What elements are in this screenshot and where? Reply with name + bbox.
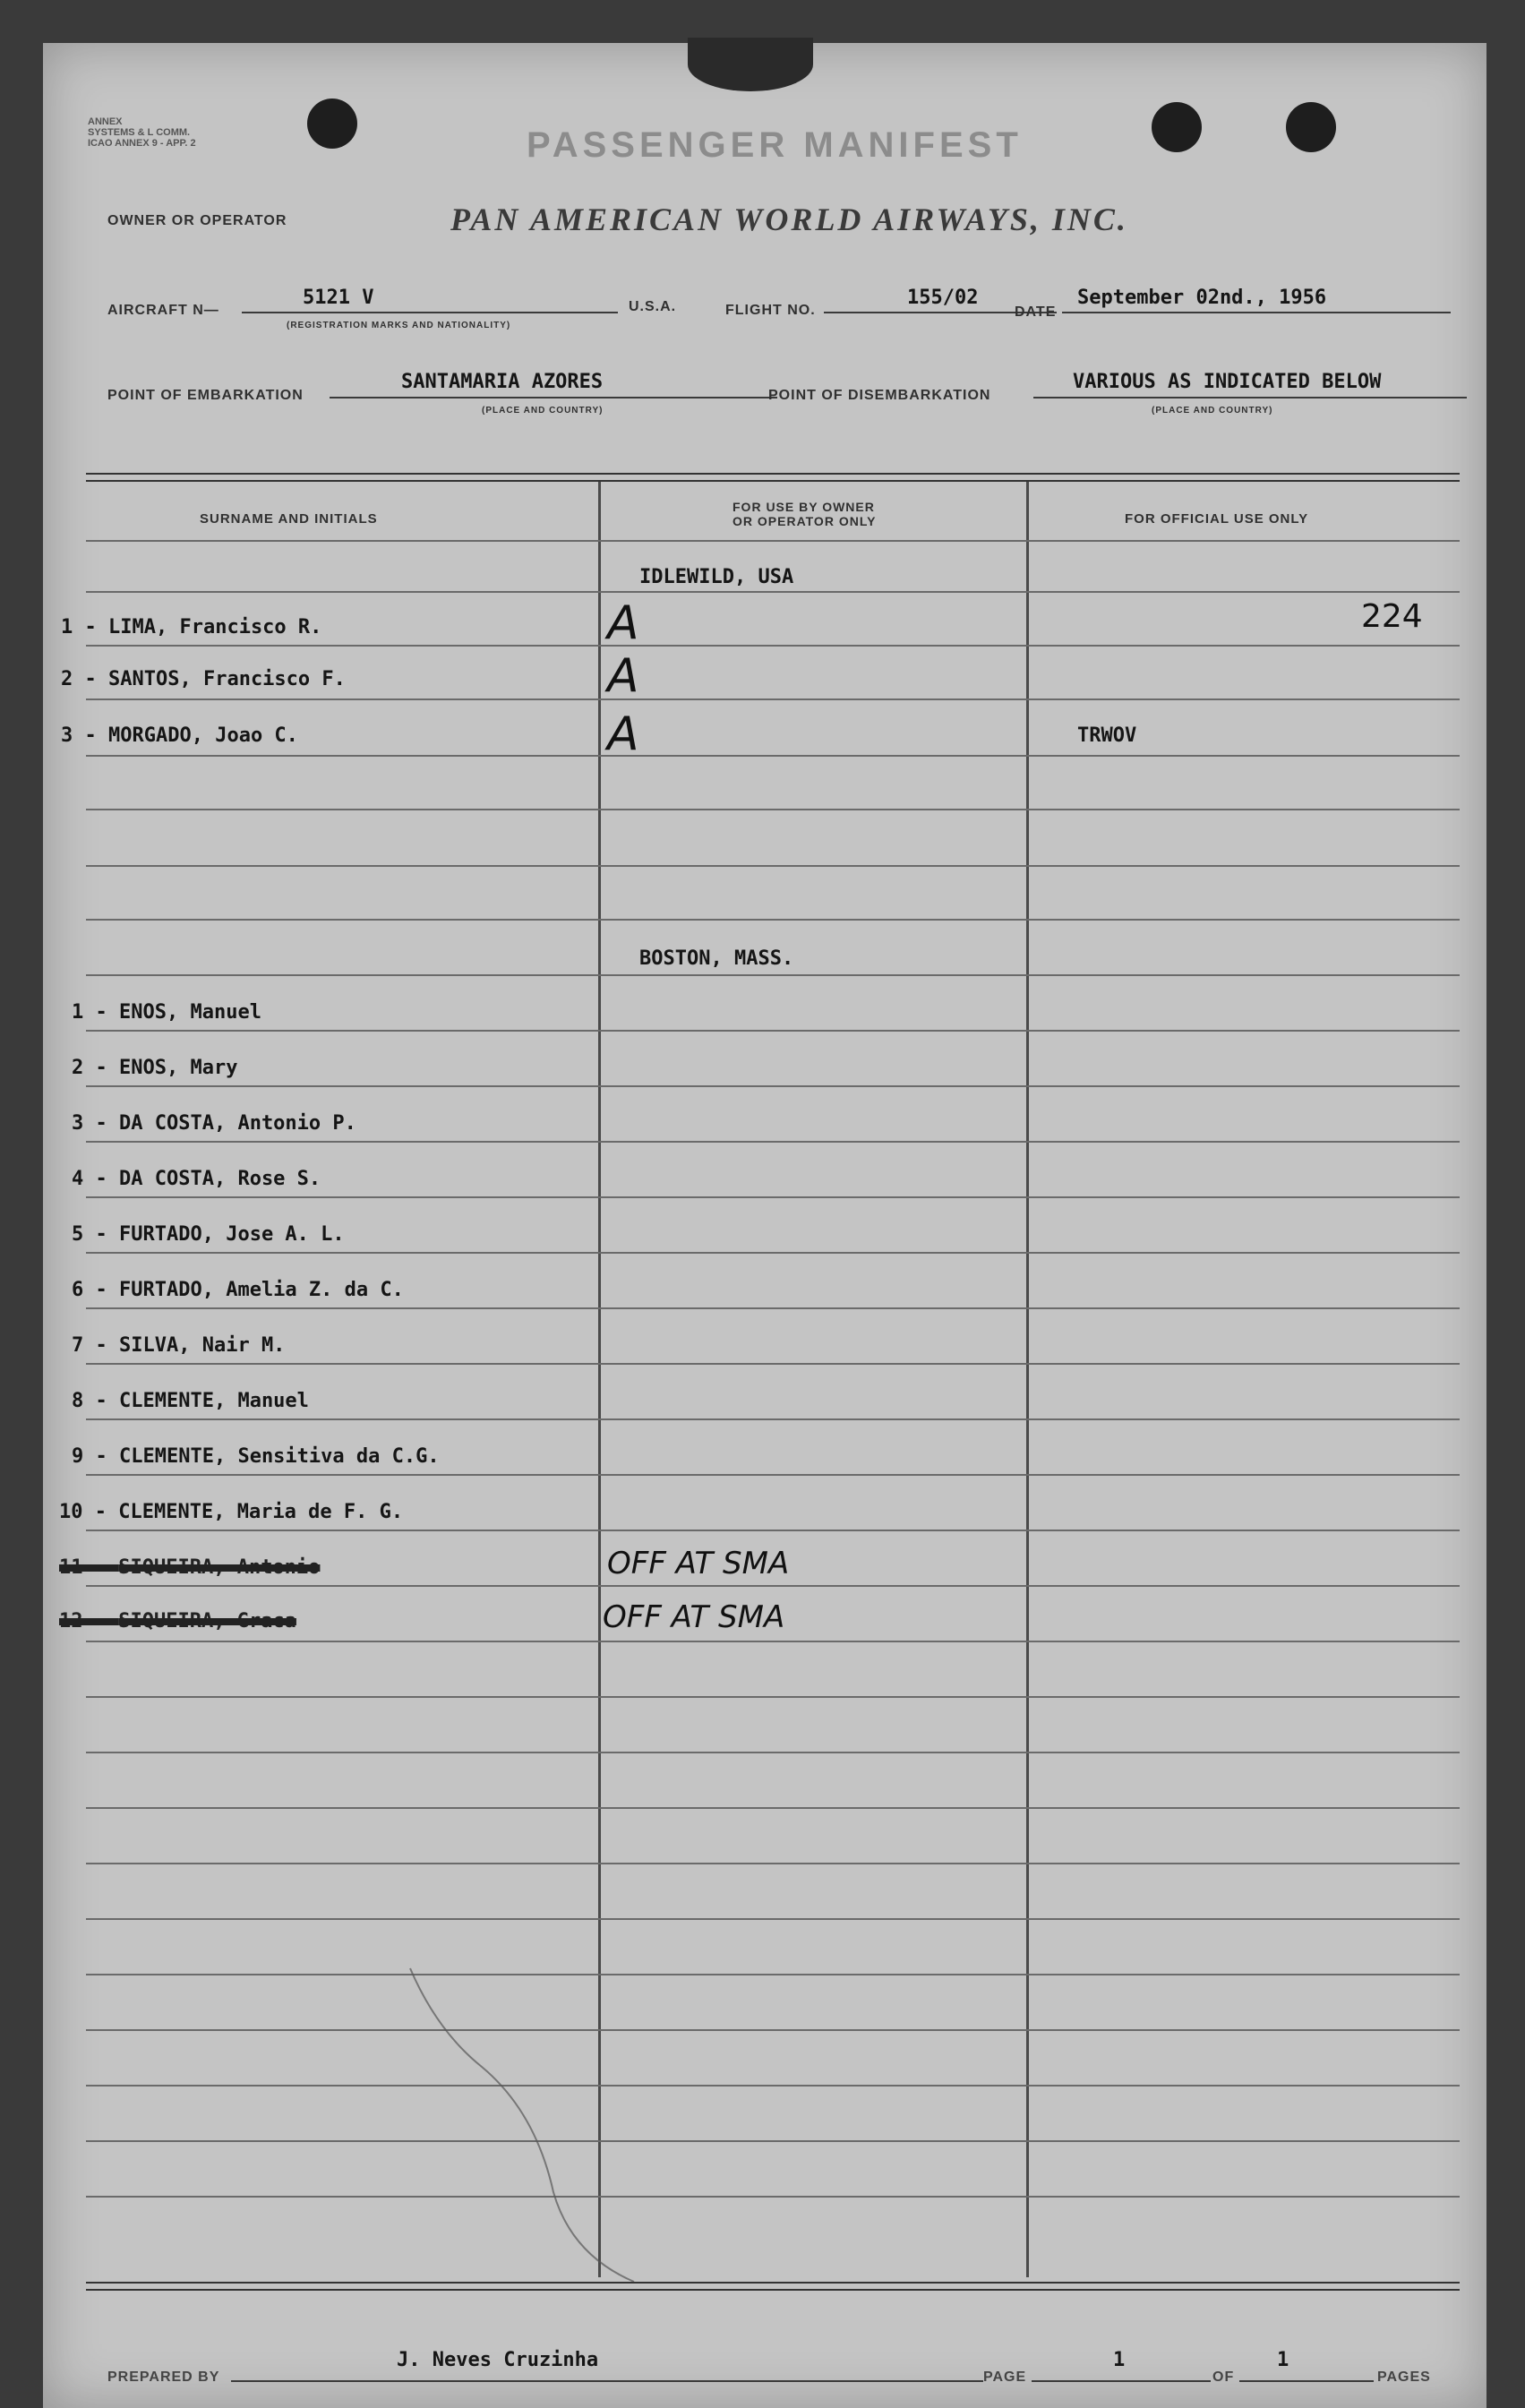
handwritten-note: OFF AT SMA	[603, 1599, 785, 1635]
ruled-line	[86, 2140, 1460, 2142]
passenger-number: 3	[72, 1112, 84, 1135]
ruled-line	[86, 2196, 1460, 2198]
aircraft-label: AIRCRAFT N—	[107, 303, 219, 318]
passenger-row: 3 - DA COSTA, Antonio P.	[72, 1112, 356, 1135]
ruled-line	[86, 809, 1460, 810]
passenger-name: SANTOS, Francisco F.	[108, 668, 346, 690]
passenger-row: 8 - CLEMENTE, Manuel	[72, 1390, 309, 1412]
passenger-name: DA COSTA, Antonio P.	[119, 1112, 356, 1135]
ruled-line	[86, 1363, 1460, 1365]
passenger-number: 11	[59, 1556, 83, 1579]
ruled-line	[86, 919, 1460, 921]
date-value: September 02nd., 1956	[1077, 287, 1327, 309]
passenger-name: SILVA, Nair M.	[119, 1334, 286, 1357]
punch-hole-left	[307, 99, 357, 149]
date-label: DATE	[1015, 304, 1057, 320]
ruled-line	[86, 1418, 1460, 1420]
form-ref-line-2: SYSTEMS & L COMM.	[88, 127, 191, 138]
passenger-row: 5 - FURTADO, Jose A. L.	[72, 1223, 345, 1246]
passenger-number: 9	[72, 1445, 84, 1468]
passenger-name: SIQUEIRA, Antonio	[118, 1556, 321, 1579]
page-value: 1	[1113, 2349, 1126, 2371]
ruled-line	[86, 1307, 1460, 1309]
passenger-row: 10 - CLEMENTE, Maria de F. G.	[59, 1501, 404, 1523]
ruled-line	[86, 755, 1460, 757]
ruled-line	[86, 1696, 1460, 1698]
passenger-number: 1	[61, 616, 73, 638]
passenger-row: 6 - FURTADO, Amelia Z. da C.	[72, 1279, 404, 1301]
flight-value: 155/02	[907, 287, 979, 309]
passenger-number: 7	[72, 1334, 84, 1357]
handwritten-mark: A	[607, 596, 639, 650]
column-divider-2	[1026, 482, 1029, 2277]
owner-label: OWNER OR OPERATOR	[107, 213, 287, 228]
col-surname-header: SURNAME AND INITIALS	[200, 511, 378, 527]
embark-value: SANTAMARIA AZORES	[401, 371, 604, 393]
ruled-line	[86, 1530, 1460, 1531]
punch-hole-right-2	[1286, 102, 1336, 152]
disembark-value: VARIOUS AS INDICATED BELOW	[1073, 371, 1382, 393]
passenger-row: 7 - SILVA, Nair M.	[72, 1334, 286, 1357]
form-ref-line-3: ICAO ANNEX 9 - APP. 2	[88, 138, 196, 149]
disembark-caption: (PLACE AND COUNTRY)	[1152, 406, 1273, 416]
passenger-number: 12	[59, 1610, 83, 1632]
owner-value: PAN AMERICAN WORLD AIRWAYS, INC.	[450, 201, 1128, 237]
passenger-number: 4	[72, 1168, 84, 1190]
passenger-name: CLEMENTE, Manuel	[119, 1390, 309, 1412]
form-ref-line-1: ANNEX	[88, 116, 123, 127]
ruled-line	[86, 2029, 1460, 2031]
group1-destination: IDLEWILD, USA	[639, 566, 794, 588]
embark-label: POINT OF EMBARKATION	[107, 388, 304, 403]
pencil-stroke	[401, 1959, 670, 2318]
ruled-line	[86, 1585, 1460, 1587]
passenger-name: LIMA, Francisco R.	[108, 616, 322, 638]
usa-label: U.S.A.	[629, 299, 677, 314]
ruled-line	[86, 698, 1460, 700]
passenger-number: 3	[61, 724, 73, 747]
passenger-name: MORGADO, Joao C.	[108, 724, 298, 747]
ruled-line	[86, 540, 1460, 542]
disembark-label: POINT OF DISEMBARKATION	[768, 388, 991, 403]
ruled-line	[86, 1085, 1460, 1087]
passenger-number: 10	[59, 1501, 83, 1523]
document-title: PASSENGER MANIFEST	[527, 125, 1023, 165]
passenger-name: ENOS, Mary	[119, 1057, 238, 1079]
ruled-line	[86, 1752, 1460, 1753]
passenger-name: DA COSTA, Rose S.	[119, 1168, 321, 1190]
ruled-line	[86, 1807, 1460, 1809]
passenger-row: 4 - DA COSTA, Rose S.	[72, 1168, 321, 1190]
handwritten-mark: A	[607, 707, 639, 761]
ruled-line	[86, 1030, 1460, 1032]
page-label: PAGE	[983, 2369, 1027, 2385]
ruled-line	[86, 1141, 1460, 1143]
passenger-number: 8	[72, 1390, 84, 1412]
ruled-line	[86, 1474, 1460, 1476]
passenger-name: ENOS, Manuel	[119, 1001, 261, 1024]
passenger-number: 5	[72, 1223, 84, 1246]
prepared-value: J. Neves Cruzinha	[397, 2349, 599, 2371]
passenger-number: 6	[72, 1279, 84, 1301]
col-owner-header-1: FOR USE BY OWNER	[733, 500, 875, 514]
of-value: 1	[1277, 2349, 1289, 2371]
col-owner-header-2: OR OPERATOR ONLY	[733, 514, 877, 528]
flight-label: FLIGHT NO.	[725, 303, 816, 318]
ruled-line	[86, 1196, 1460, 1198]
embark-caption: (PLACE AND COUNTRY)	[482, 406, 604, 416]
torn-edge	[688, 38, 813, 91]
passenger-row: 2 - ENOS, Mary	[72, 1057, 238, 1079]
of-label: OF	[1212, 2369, 1235, 2385]
passenger-number: 2	[72, 1057, 84, 1079]
ruled-line	[86, 1252, 1460, 1254]
punch-hole-right-1	[1152, 102, 1202, 152]
manifest-page: ANNEX SYSTEMS & L COMM. ICAO ANNEX 9 - APP. 2 PASSENGER MANIFEST OWNER OR OPERATOR PAN AMERICAN WORLD AIRWAYS, INC. AIRCRAFT N— 5121 V (REGISTRATION MARKS AND NATIONALITY) U.S.A. FLIGHT NO. 155/02 DATE September 02nd., 1956 POINT OF EMBARKATION SANTAMARIA AZORES (PLACE AND COUNTRY) POINT OF DISEMBARKATION VARIOUS AS INDICATED BELOW (PLACE AND COUNTRY) SURNAME AND INITIALS FOR USE BY OWNER OR OPERATOR ONLY FOR OFFICIAL USE ONLY IDLEWILD, USA 1 - LIMA, Francisco R. A 224 2 - SANTOS, Francisco F. A 3 - MORGADO, Joao C. A TRWOV BOSTON, MASS. 1 - ENOS, Manuel 2 - ENOS, Mary 3 - DA COSTA, Antonio P. 4 - DA COSTA, Rose S. 5 - FURTADO, Jose A. L. 6 - FURTADO, Amelia Z. da C. 7 - SILVA, Nair M. 8 - CLEMENTE, Manuel 9 - CLEMENTE, Sensitiva da C.G. 10 - CLEMENTE, Maria de F. G. 11 - SIQUEIRA, Antonio OFF AT SMA 12 - SIQUEIRA, Graca OFF AT SMA PREPARED BY J. Neves Cruzinha PAGE 1 OF 1 PAGES	[43, 43, 1486, 2408]
aircraft-value: 5121 V	[303, 287, 374, 309]
pages-label: PAGES	[1377, 2369, 1431, 2385]
ruled-line	[86, 645, 1460, 647]
ruled-line	[86, 1918, 1460, 1920]
group2-destination: BOSTON, MASS.	[639, 947, 794, 970]
form-reference	[88, 116, 196, 149]
aircraft-caption: (REGISTRATION MARKS AND NATIONALITY)	[287, 321, 511, 330]
handwritten-mark: A	[607, 649, 639, 703]
passenger-row: 9 - CLEMENTE, Sensitiva da C.G.	[72, 1445, 440, 1468]
passenger-name: CLEMENTE, Maria de F. G.	[118, 1501, 404, 1523]
col-official-header: FOR OFFICIAL USE ONLY	[1125, 511, 1309, 527]
passenger-name: FURTADO, Jose A. L.	[119, 1223, 345, 1246]
ruled-line	[86, 591, 1460, 593]
passenger-number: 2	[61, 668, 73, 690]
ruled-line	[86, 2085, 1460, 2087]
ruled-line	[86, 865, 1460, 867]
passenger-row: 1 - ENOS, Manuel	[72, 1001, 261, 1024]
handwritten-note: OFF AT SMA	[607, 1546, 790, 1581]
passenger-number: 1	[72, 1001, 84, 1024]
ruled-line	[86, 1863, 1460, 1864]
ruled-line	[86, 1641, 1460, 1642]
official-code: TRWOV	[1077, 724, 1137, 747]
passenger-name: SIQUEIRA, Graca	[118, 1610, 296, 1632]
official-number: 224	[1361, 598, 1423, 635]
passenger-name: FURTADO, Amelia Z. da C.	[119, 1279, 404, 1301]
ruled-line	[86, 974, 1460, 976]
ruled-line	[86, 1974, 1460, 1975]
prepared-label: PREPARED BY	[107, 2369, 220, 2385]
passenger-name: CLEMENTE, Sensitiva da C.G.	[119, 1445, 440, 1468]
